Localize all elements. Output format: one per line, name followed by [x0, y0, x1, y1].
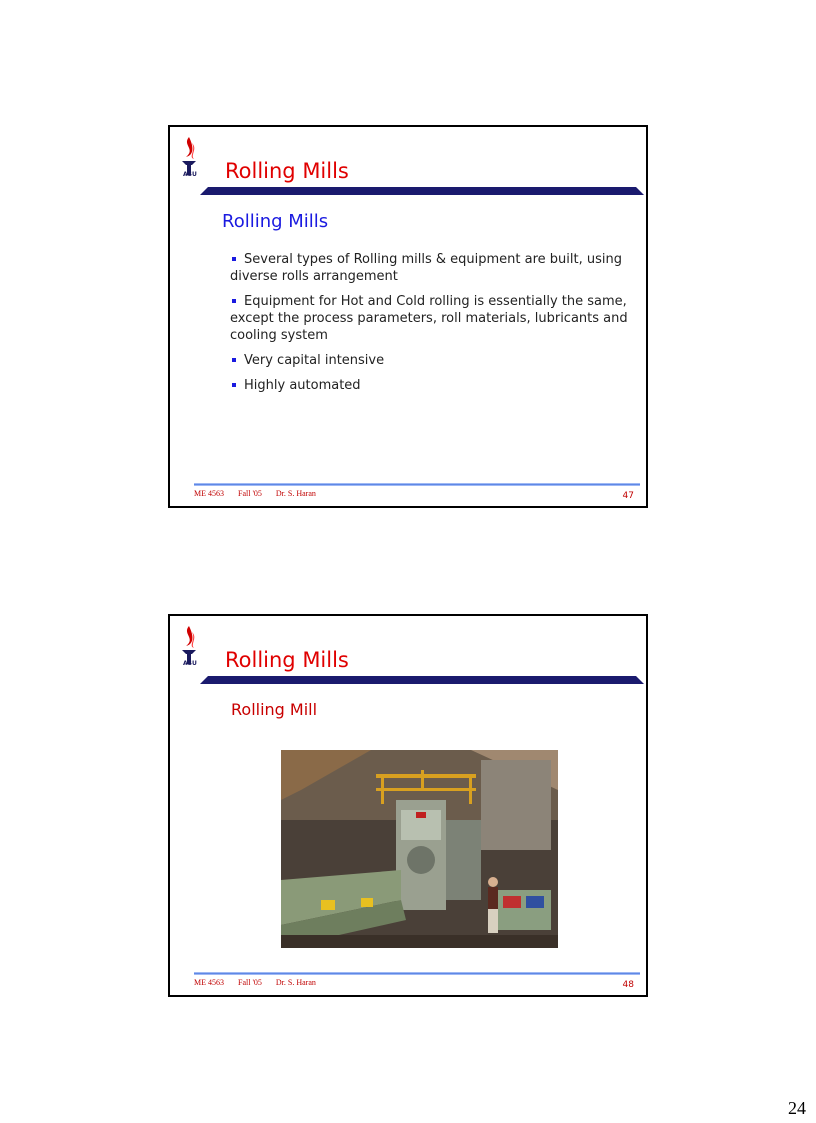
footer-divider: [194, 972, 640, 975]
bullet-icon: [232, 257, 236, 261]
footer-author: Dr. S. Haran: [275, 978, 316, 987]
slide-page-number: 47: [622, 491, 634, 501]
title-bar: [200, 676, 644, 684]
slide-title: Rolling Mills: [225, 648, 349, 672]
bullet-item: Several types of Rolling mills & equipment are built, using diverse rolls arrangement: [230, 252, 622, 284]
footer-term: Fall '05: [238, 489, 262, 498]
title-bar: [200, 187, 644, 195]
bullet-item: Very capital intensive: [230, 352, 630, 369]
slide-47: [168, 125, 648, 508]
bullet-list: [230, 251, 630, 402]
bullet-item: Equipment for Hot and Cold rolling is essentially the same, except the process parameters, roll materials, lubricants and cooling system: [230, 294, 628, 343]
bullet-icon: [232, 358, 236, 362]
footer-term: Fall '05: [238, 978, 262, 987]
footer-info: [194, 489, 330, 498]
slide-title: Rolling Mills: [225, 159, 349, 183]
bullet-icon: [232, 383, 236, 387]
bullet-icon: [232, 299, 236, 303]
footer-info: [194, 978, 330, 987]
slide-subtitle: Rolling Mill: [231, 700, 318, 719]
logo-text: ASU: [183, 171, 197, 178]
footer-author: Dr. S. Haran: [275, 489, 316, 498]
rolling-mill-photo: [281, 750, 558, 948]
slide-subtitle: Rolling Mills: [222, 211, 329, 232]
footer-course: ME 4563: [194, 489, 224, 498]
bullet-item: Highly automated: [230, 377, 630, 394]
footer-divider: [194, 483, 640, 486]
sheet-page-number: 24: [788, 1098, 806, 1118]
slide-48: [168, 614, 648, 997]
logo-text: ASU: [183, 660, 197, 667]
slide-page-number: 48: [622, 980, 634, 990]
footer-course: ME 4563: [194, 978, 224, 987]
